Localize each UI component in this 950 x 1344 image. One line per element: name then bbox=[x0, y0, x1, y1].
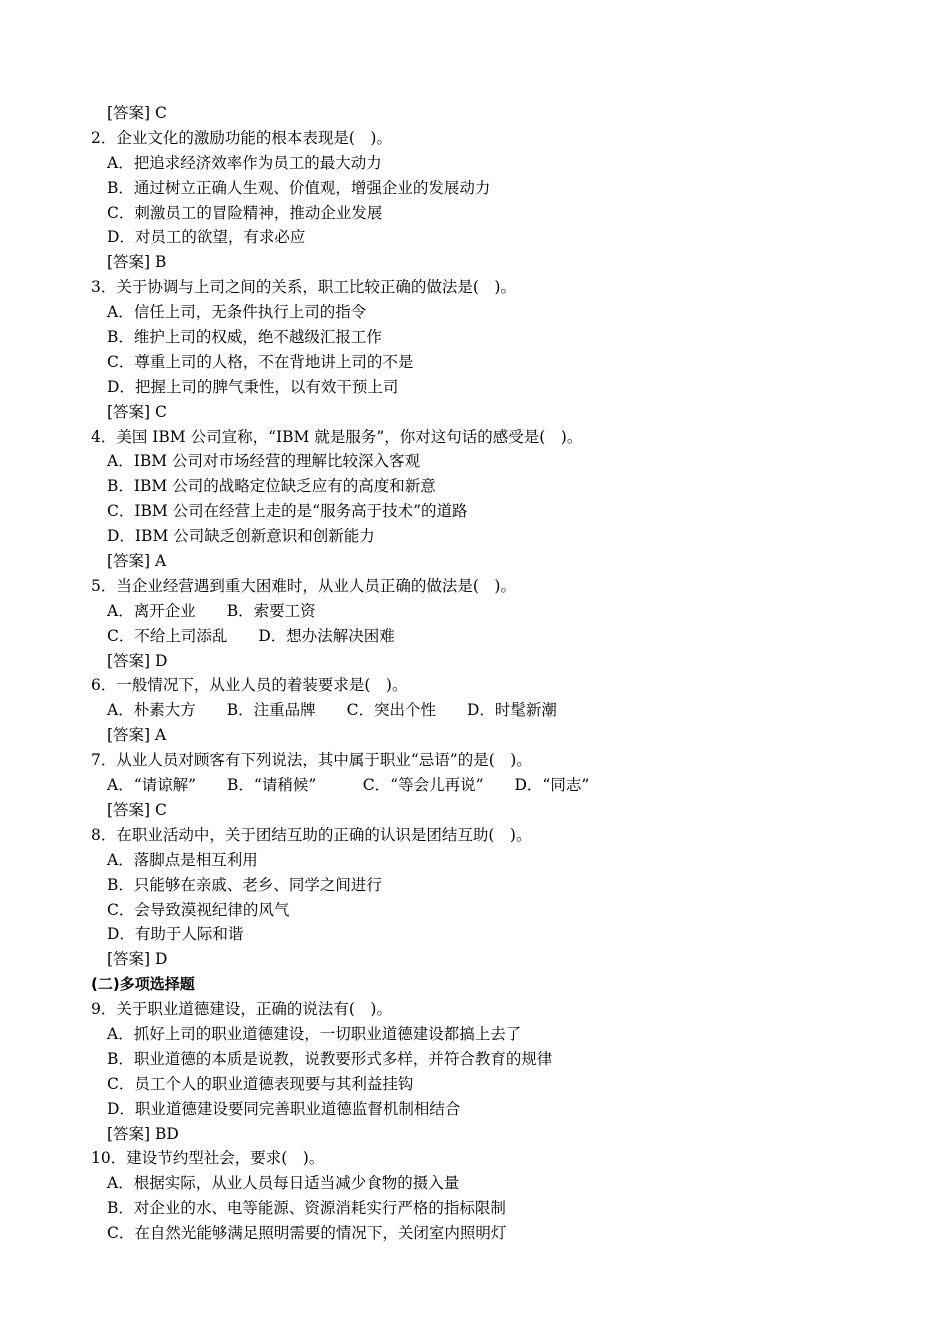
section-heading: (二)多项选择题 bbox=[91, 975, 195, 994]
answer-option: C．会导致漠视纪律的风气 bbox=[107, 900, 290, 919]
answer-option: C．在自然光能够满足照明需要的情况下，关闭室内照明灯 bbox=[107, 1224, 507, 1243]
document-page bbox=[91, 101, 871, 1246]
question-text: 5．当企业经营遇到重大困难时，从业人员正确的做法是( )。 bbox=[91, 576, 516, 595]
question-text: 10．建设节约型社会，要求( )。 bbox=[91, 1149, 325, 1168]
answer-option: D．职业道德建设要同完善职业道德监督机制相结合 bbox=[107, 1099, 461, 1118]
answer-option: C．员工个人的职业道德表现要与其利益挂钩 bbox=[107, 1074, 414, 1093]
answer-key: [答案] A bbox=[107, 726, 167, 745]
answer-key: [答案] B bbox=[107, 253, 167, 272]
answer-option: A．根据实际，从业人员每日适当减少食物的摄入量 bbox=[107, 1174, 460, 1193]
answer-option: B．对企业的水、电等能源、资源消耗实行严格的指标限制 bbox=[107, 1199, 506, 1218]
answer-option: C．刺激员工的冒险精神，推动企业发展 bbox=[107, 203, 383, 222]
answer-option: B．只能够在亲戚、老乡、同学之间进行 bbox=[107, 875, 382, 894]
answer-option: A．离开企业 B．索要工资 bbox=[107, 601, 316, 620]
question-text: 4．美国 IBM 公司宣称，“IBM 就是服务”，你对这句话的感受是( )。 bbox=[91, 427, 583, 446]
answer-key: [答案] BD bbox=[107, 1124, 179, 1143]
answer-option: B．维护上司的权威，绝不越级汇报工作 bbox=[107, 328, 382, 347]
answer-option: D．把握上司的脾气秉性，以有效干预上司 bbox=[107, 377, 399, 396]
answer-option: C．IBM 公司在经营上走的是“服务高于技术”的道路 bbox=[107, 502, 468, 521]
question-text: 9．关于职业道德建设，正确的说法有( )。 bbox=[91, 1000, 392, 1019]
answer-option: B．通过树立正确人生观、价值观，增强企业的发展动力 bbox=[107, 178, 491, 197]
answer-option: D．有助于人际和谐 bbox=[107, 925, 244, 944]
answer-key: [答案] D bbox=[107, 950, 168, 969]
answer-option: D．对员工的欲望，有求必应 bbox=[107, 228, 306, 247]
answer-key: [答案] C bbox=[107, 800, 167, 819]
question-text: 3．关于协调与上司之间的关系，职工比较正确的做法是( )。 bbox=[91, 278, 516, 297]
answer-option: A．朴素大方 B．注重品牌 C．突出个性 D．时髦新潮 bbox=[107, 701, 557, 720]
answer-option: C．尊重上司的人格，不在背地讲上司的不是 bbox=[107, 352, 414, 371]
answer-option: A．抓好上司的职业道德建设，一切职业道德建设都搞上去了 bbox=[107, 1024, 522, 1043]
answer-option: A．把追求经济效率作为员工的最大动力 bbox=[107, 153, 382, 172]
answer-option: C．不给上司添乱 D．想办法解决困难 bbox=[107, 626, 395, 645]
answer-key: [答案] A bbox=[107, 552, 167, 571]
answer-option: B．职业道德的本质是说教，说教要形式多样，并符合教育的规律 bbox=[107, 1049, 553, 1068]
answer-key: [答案] D bbox=[107, 651, 168, 670]
question-text: 7．从业人员对顾客有下列说法，其中属于职业“忌语”的是( )。 bbox=[91, 751, 532, 770]
question-text: 6．一般情况下，从业人员的着装要求是( )。 bbox=[91, 676, 408, 695]
answer-option: A．“请谅解” B．“请稍候” C．“等会儿再说” D．“同志” bbox=[107, 776, 590, 795]
answer-key: [答案] C bbox=[107, 104, 167, 122]
answer-option: A．IBM 公司对市场经营的理解比较深入客观 bbox=[107, 452, 421, 471]
answer-option: A．落脚点是相互利用 bbox=[107, 850, 258, 869]
answer-key: [答案] C bbox=[107, 402, 167, 421]
answer-option: D．IBM 公司缺乏创新意识和创新能力 bbox=[107, 527, 375, 546]
question-text: 2．企业文化的激励功能的根本表现是( )。 bbox=[91, 128, 392, 147]
answer-option: B．IBM 公司的战略定位缺乏应有的高度和新意 bbox=[107, 477, 436, 496]
answer-option: A．信任上司，无条件执行上司的指令 bbox=[107, 303, 367, 322]
question-text: 8．在职业活动中，关于团结互助的正确的认识是团结互助( )。 bbox=[91, 825, 532, 844]
